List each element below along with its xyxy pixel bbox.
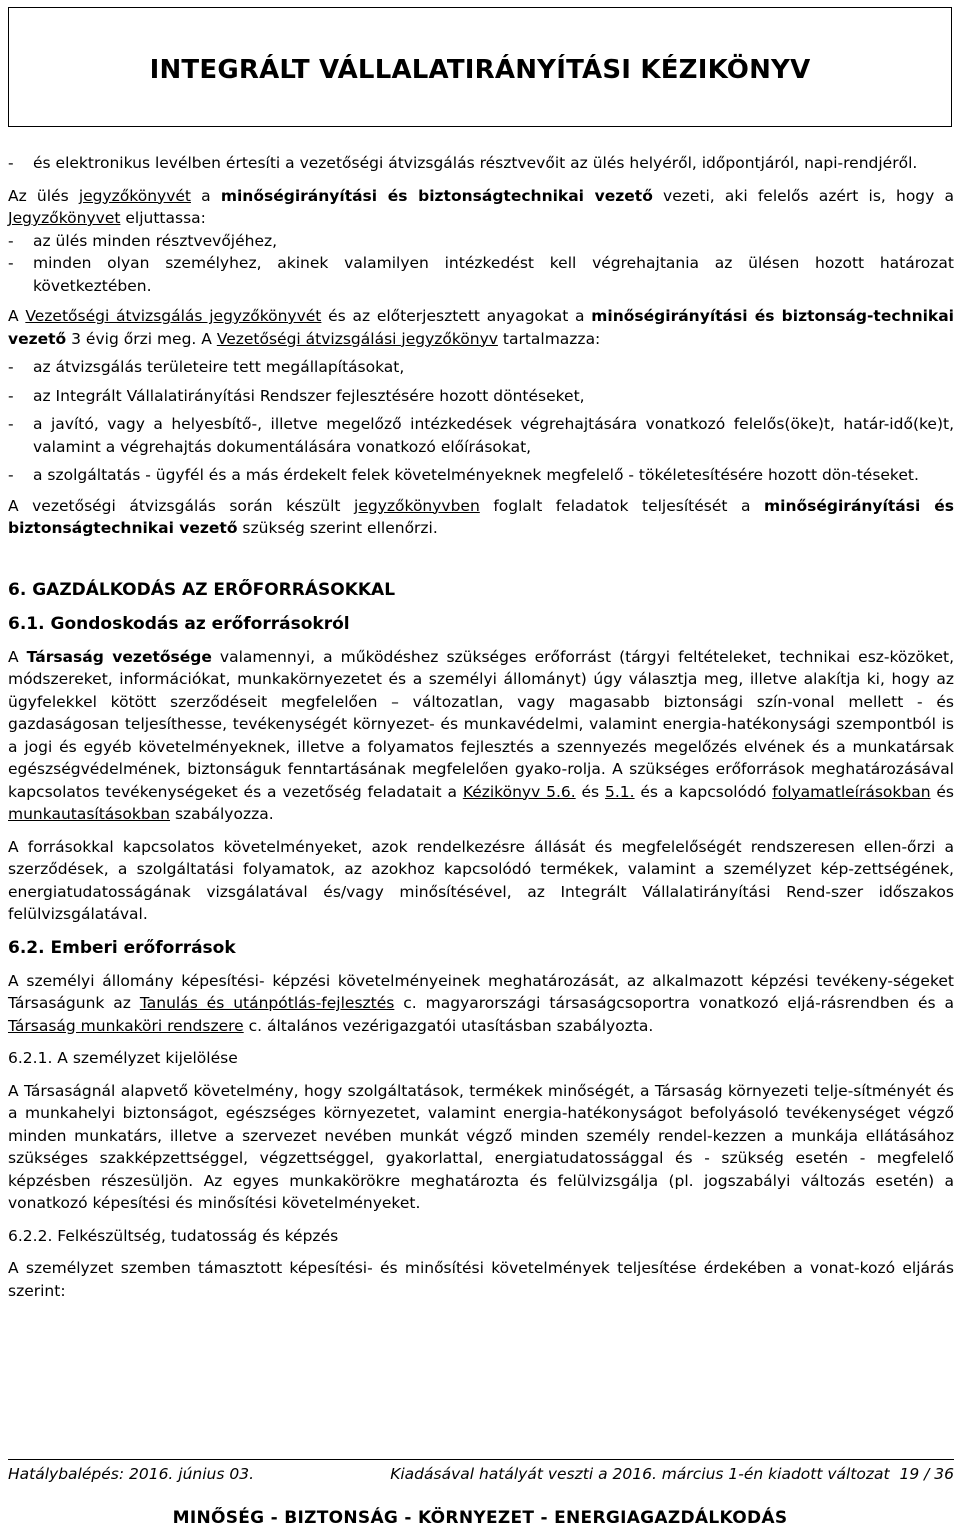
subsection-heading-6-2-1: 6.2.1. A személyzet kijelölése (8, 1049, 238, 1067)
paragraph-minutes: Az ülés jegyzőkönyvét a minőségirányítási és biztonságtechnikai vezető vezeti, aki felelős azért is, hogy a Jegyzőkönyvet eljuttassa: (8, 186, 954, 227)
paragraph-requirements: A forrásokkal kapcsolatos követelményeket, azok rendelkezésre állását és megfelelőségét rendszeresen ellen-őrzi a szerződések, a szolgáltatási folyamatok, az azokhoz kapcsolódó termékek, valamint a személyzet kép-zettségének, energiatudatosságának vizsgálatával és/vagy minősítésével, az Integrált Vállalatirányítási Rend-szer időszakos felülvizsgálatával. (8, 837, 954, 923)
subsection-heading-6-2-2: 6.2.2. Felkészültség, tudatosság és képzés (8, 1226, 339, 1245)
list-item: - minden olyan személyhez, akinek valamilyen intézkedést kell végrehajtania az ülésen hozott határozat következtében. (8, 254, 954, 295)
link-kezikonyv-5-6[interactable]: Kézikönyv 5.6. (462, 782, 576, 801)
paragraph-training: A személyzet szemben támasztott képesítési- és minősítési követelmények teljesítése érdekében a vonat-kozó eljárás szerint: (8, 1259, 954, 1300)
footer-effective-date: Hatálybalépés: 2016. június 03. (8, 1465, 255, 1483)
link-jegyzokonyvben[interactable]: jegyzőkönyvben (354, 496, 480, 515)
link-vezetosegi-atvizsgalasi-jegyzokonyv[interactable]: Vezetőségi átvizsgálási jegyzőkönyv (216, 329, 498, 348)
link-5-1[interactable]: 5.1. (604, 782, 635, 801)
paragraph-human-resources: A személyi állomány képesítési- képzési követelményeinek meghatározását, az alkalmazott képzési tevékeny-ségeket Társaságunk az Tanulás és utánpótlás-fejlesztés c. magyarországi társaságcsoportra vonatkozó eljá-rásrendben és a Társaság munkaköri rendszere c. általános vezérigazgatói utasításban szabályozta. (8, 971, 954, 1035)
section-heading-6: 6. GAZDÁLKODÁS AZ ERŐFORRÁSOKKAL (8, 579, 396, 600)
link-munkautasitasokban[interactable]: munkautasításokban (8, 805, 171, 823)
list-item: - az Integrált Vállalatirányítási Rendszer fejlesztésére hozott döntéseket, (8, 386, 585, 405)
section-heading-6-2: 6.2. Emberi erőforrások (8, 937, 236, 958)
document-title: INTEGRÁLT VÁLLALATIRÁNYÍTÁSI KÉZIKÖNYV (149, 55, 811, 85)
list-item: - és elektronikus levélben értesíti a vezetőségi átvizsgálás résztvevőit az ülés helyéről, időpontjáról, napi-rendjéről. (8, 154, 918, 172)
document-body (8, 152, 954, 1302)
paragraph-control: A vezetőségi átvizsgálás során készült jegyzőkönyvben foglalt feladatok teljesítését a minőségirányítási és biztonságtechnikai vezető szükség szerint ellenőrzi. (8, 496, 954, 537)
list-item: - a szolgáltatás - ügyfél és a más érdekelt felek követelményeknek megfelelő - tökéletesítésére hozott dön-téseket. (8, 466, 919, 484)
paragraph-resources: A Társaság vezetősége valamennyi, a működéshez szükséges erőforrást (tárgyi feltételeket, technikai esz-közöket, módszereket, információkat, munkakörnyezetet és a személyi állományt) úgy választja meg, illetve alakítja ki, hogy az ügyfelekkel kötött szerződéseit megfelelően – változatlan, vagy magasabb biztonsági szín-vonal mellett - és gazdaságosan teljesíthesse, tevékenységét környezet- és munkavédelmi, valamint energia-hatékonysági szempontból is a jogi és egyéb követelményeknek, illetve a folyamatos fejlesztés a szennyezés megelőzés elvének és a munkatársak egészségvédelmének, biztonságuk fenntartásának megfelelően gyako-rolja. A szükséges erőforrások meghatározásával kapcsolatos tevékenységeket és a vezetőség feladatait a Kézikönyv 5.6. és 5.1. és a kapcsolódó folyamatleírásokban és munkautasításokban szabályozza. (8, 647, 955, 823)
list-item: - a javító, vagy a helyesbítő-, illetve megelőző intézkedések végrehajtására vonatkozó felelős(öke)t, határ-idő(ke)t, valamint a végrehajtás dokumentálására vonatkozó előírásokat, (8, 415, 954, 456)
paragraph-retention: A Vezetőségi átvizsgálás jegyzőkönyvét és az előterjesztett anyagokat a minőségirányítási és biztonság-technikai vezető 3 évig őrzi meg. A Vezetőségi átvizsgálási jegyzőkönyv tartalmazza: (8, 307, 954, 348)
footer-version: Kiadásával hatályát veszti a 2016. március 1-én kiadott változat 19 / 36 (390, 1465, 954, 1483)
list-item: - az átvizsgálás területeire tett megállapításokat, (8, 358, 405, 376)
link-folyamatleirasokban[interactable]: folyamatleírásokban (772, 782, 931, 801)
link-munkakori-rendszere[interactable]: Társaság munkaköri rendszere (8, 1016, 244, 1035)
footer-motto: MINŐSÉG - BIZTONSÁG - KÖRNYEZET - ENERGIAGAZDÁLKODÁS (172, 1508, 788, 1528)
header-box (8, 7, 952, 127)
page-number: 19 / 36 (899, 1465, 954, 1483)
list-item-text: és elektronikus levélben értesíti a vezetőségi átvizsgálás résztvevőit az ülés helyéről, időpontjáról, napi-rendjéről. (33, 154, 918, 172)
link-vezetosegi-jegyzokonyv[interactable]: Vezetőségi átvizsgálás jegyzőkönyvét (25, 307, 322, 325)
link-jegyzokonyvet[interactable]: jegyzőkönyvét (78, 186, 191, 205)
link-jegyzokonyvet-2[interactable]: Jegyzőkönyvet (8, 209, 121, 227)
paragraph-personnel: A Társaságnál alapvető követelmény, hogy szolgáltatások, termékek minőségét, a Társaság környezeti telje-sítményét és a munkahelyi biztonságot, egészséges környezetet, valamint energia-hatékonyságot befolyásoló tevékenységet végző minden munkatárs, illetve a szervezet nevében munkát végző minden személy rendel-kezzen a munkája ellátásához szükséges szakképzettséggel, végzettséggel, gyakorlattal, energiatudatossággal és - szükség esetén - megfelelő képzésben részesüljön. Az egyes munkakörökre meghatározta és felülvizsgálja (pl. jogszabályi változás esetén) a vonatkozó képesítési és minősítési követelményeket. (8, 1081, 954, 1212)
section-heading-6-1: 6.1. Gondoskodás az erőforrásokról (8, 613, 350, 634)
link-tanulas-utanpotlas[interactable]: Tanulás és utánpótlás-fejlesztés (139, 994, 395, 1012)
footer-divider (8, 1459, 954, 1460)
list-item: - az ülés minden résztvevőjéhez, (8, 231, 278, 250)
